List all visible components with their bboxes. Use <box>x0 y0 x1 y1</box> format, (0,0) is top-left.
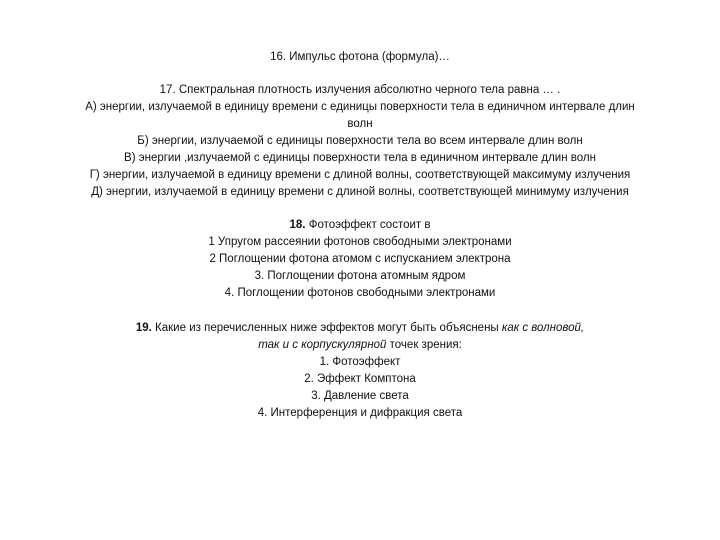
question-18-text: Фотоэффект состоит в <box>305 219 431 231</box>
question-17-option-a: А) энергии, излучаемой в единицу времени с единицы поверхности тела в единичном интервале длин <box>85 101 635 113</box>
question-19-text-end: точек зрения: <box>386 339 462 351</box>
question-19-italic-1: как с волновой, <box>501 322 585 334</box>
question-18-option-4: 4. Поглощении фотонов свободными электронами <box>224 287 496 299</box>
question-16-number: 16 <box>270 51 283 63</box>
question-18 <box>0 217 720 302</box>
question-16 <box>0 49 720 66</box>
question-18-number: 18. <box>289 219 306 231</box>
question-18-title <box>0 217 720 234</box>
question-19-option-4: 4. Интерференция и дифракция света <box>257 407 463 419</box>
question-17-title <box>0 82 720 99</box>
question-16-text: . Импульс фотона (формула)… <box>282 51 450 63</box>
question-19-option-1: 1. Фотоэффект <box>319 356 401 368</box>
question-19-option-2: 2. Эффект Комптона <box>304 373 416 385</box>
question-17-text: . Спектральная плотность излучения абсолютно черного тела равна … . <box>172 84 561 96</box>
question-18-option-2: 2 Поглощении фотона атомом с испусканием электрона <box>209 253 511 265</box>
question-19-title-cont <box>0 337 720 354</box>
question-19-title <box>0 320 720 337</box>
question-17-option-b: Б) энергии, излучаемой с единицы поверхности тела во всем интервале длин волн <box>137 135 583 147</box>
question-19-text: Какие из перечисленных ниже эффектов могут быть объяснены <box>151 322 502 334</box>
question-19-number: 19. <box>135 322 152 334</box>
question-19-option-3: 3. Давление света <box>311 390 409 402</box>
question-17-number: 17 <box>159 84 173 96</box>
question-17-option-c: В) энергии ,излучаемой с единицы поверхности тела в единичном интервале длин волн <box>124 152 596 164</box>
question-17 <box>0 82 720 201</box>
question-19 <box>0 320 720 422</box>
question-17-option-e: Д) энергии, излучаемой в единицу времени с длиной волны, соответствующей минимуму излучения <box>91 186 629 198</box>
question-17-option-d: Г) энергии, излучаемой в единицу времени с длиной волны, соответствующей максимуму излучения <box>89 169 631 181</box>
question-17-option-a-cont: волн <box>347 118 373 130</box>
question-18-option-1: 1 Упругом рассеянии фотонов свободными электронами <box>208 236 512 248</box>
question-19-italic-2: так и с корпускулярной <box>258 339 387 351</box>
question-18-option-3: 3. Поглощении фотона атомным ядром <box>254 270 466 282</box>
question-16-title <box>0 49 720 66</box>
